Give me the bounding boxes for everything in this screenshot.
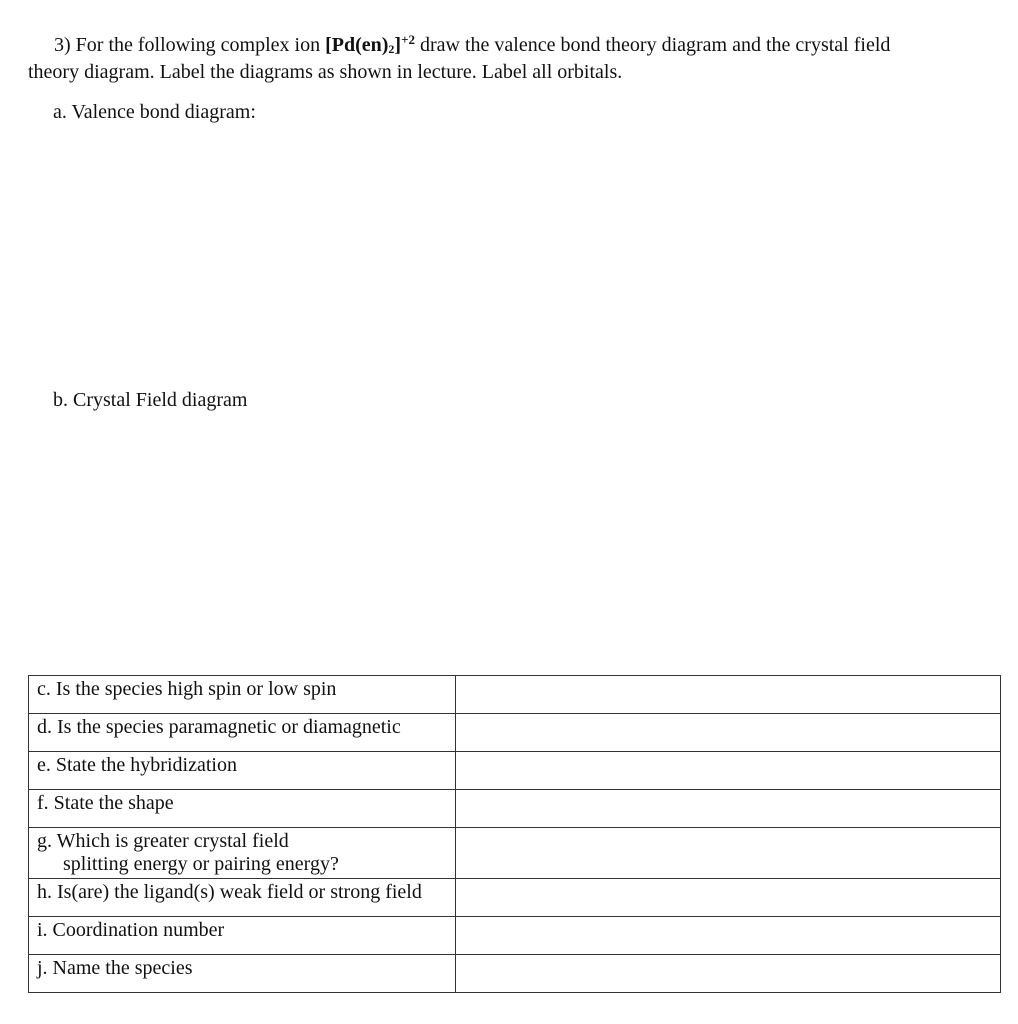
table-row bbox=[29, 714, 1001, 752]
question-cell: c. Is the species high spin or low spin bbox=[29, 676, 456, 714]
complex-ion-formula bbox=[325, 34, 415, 56]
question-cell bbox=[29, 828, 456, 879]
part-a-heading: a. Valence bond diagram: bbox=[53, 101, 256, 123]
answer-cell[interactable] bbox=[456, 714, 1001, 752]
question-line-1 bbox=[54, 32, 890, 57]
questions-table bbox=[28, 675, 1001, 993]
question-cell: d. Is the species paramagnetic or diamagnetic bbox=[29, 714, 456, 752]
table-row bbox=[29, 917, 1001, 955]
answer-cell[interactable] bbox=[456, 879, 1001, 917]
ion-subscript: 2 bbox=[388, 42, 395, 56]
answer-cell[interactable] bbox=[456, 676, 1001, 714]
answer-cell[interactable] bbox=[456, 828, 1001, 879]
question-intro: 3) For the following complex ion bbox=[54, 34, 326, 56]
answer-cell[interactable] bbox=[456, 790, 1001, 828]
table-row bbox=[29, 879, 1001, 917]
table-row bbox=[29, 752, 1001, 790]
question-cell: j. Name the species bbox=[29, 955, 456, 993]
question-line-2: theory diagram. Label the diagrams as shown in lecture. Label all orbitals. bbox=[28, 61, 623, 83]
question-cell: e. State the hybridization bbox=[29, 752, 456, 790]
question-cell: i. Coordination number bbox=[29, 917, 456, 955]
answer-cell[interactable] bbox=[456, 955, 1001, 993]
question-rest: draw the valence bond theory diagram and the crystal field bbox=[415, 34, 891, 56]
table-row bbox=[29, 790, 1001, 828]
ion-close: ] bbox=[394, 34, 402, 56]
table-row bbox=[29, 676, 1001, 714]
table-row bbox=[29, 955, 1001, 993]
question-text-continued: splitting energy or pairing energy? bbox=[63, 853, 339, 875]
question-text: g. Which is greater crystal field bbox=[37, 830, 289, 852]
part-b-heading: b. Crystal Field diagram bbox=[53, 389, 248, 411]
question-cell: h. Is(are) the ligand(s) weak field or strong field bbox=[29, 879, 456, 917]
ion-base: [Pd(en) bbox=[325, 34, 389, 56]
answer-cell[interactable] bbox=[456, 917, 1001, 955]
answer-cell[interactable] bbox=[456, 752, 1001, 790]
question-cell: f. State the shape bbox=[29, 790, 456, 828]
ion-charge: +2 bbox=[401, 32, 415, 47]
table-row bbox=[29, 828, 1001, 879]
